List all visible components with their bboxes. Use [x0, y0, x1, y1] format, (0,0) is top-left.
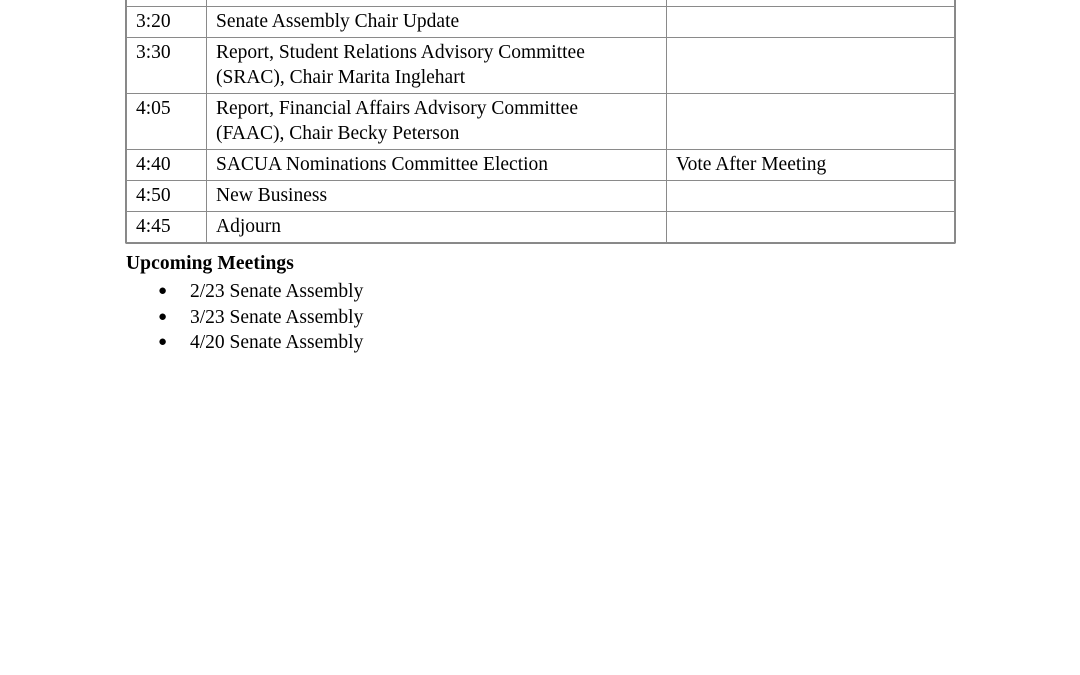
- agenda-note-cell: Vote After Meeting: [667, 150, 955, 181]
- upcoming-meetings-section: [126, 252, 626, 356]
- list-item-label: 3/23 Senate Assembly: [190, 306, 364, 328]
- agenda-item-line1: Senate Assembly Chair Update: [216, 11, 460, 32]
- agenda-item-cell: [207, 7, 667, 38]
- table-row: [127, 212, 955, 243]
- bullet-icon: ●: [158, 283, 168, 299]
- agenda-note-cell: [667, 212, 955, 243]
- list-item: [126, 330, 626, 356]
- agenda-time-cell: 4:45: [127, 212, 207, 243]
- agenda-item-cell: [207, 212, 667, 243]
- agenda-note-cell: [667, 7, 955, 38]
- agenda-time-cell: 3:30: [127, 38, 207, 94]
- list-item-label: 4/20 Senate Assembly: [190, 332, 364, 353]
- agenda-time-cell: 4:05: [127, 94, 207, 150]
- agenda-table-body: [127, 0, 955, 243]
- agenda-time-cell: 3:20: [127, 7, 207, 38]
- list-item-label: 2/23 Senate Assembly: [190, 281, 364, 302]
- agenda-item-line1: New Business: [216, 185, 328, 206]
- agenda-time-cell: 4:50: [127, 181, 207, 212]
- agenda-item-cell: [207, 181, 667, 212]
- bullet-icon: ●: [158, 308, 168, 325]
- upcoming-meetings-list: [126, 279, 626, 356]
- agenda-item-line1: Report, Financial Affairs Advisory Committee: [216, 98, 578, 119]
- agenda-note-cell: [667, 38, 955, 94]
- list-item: [126, 279, 626, 305]
- agenda-table-container: [126, 0, 954, 243]
- agenda-item-cell: [207, 94, 667, 150]
- agenda-item-line1: Adjourn: [216, 216, 281, 237]
- upcoming-meetings-heading: Upcoming Meetings: [126, 253, 294, 274]
- agenda-time-cell: 4:40: [127, 150, 207, 181]
- table-row: [127, 150, 955, 181]
- bullet-icon: ●: [158, 334, 168, 350]
- agenda-item-cell: [207, 38, 667, 94]
- agenda-note-cell: [667, 94, 955, 150]
- agenda-item-line1: SACUA Nominations Committee Election: [216, 154, 549, 175]
- table-row: [127, 38, 955, 94]
- agenda-note-cell: [667, 181, 955, 212]
- table-row: [127, 94, 955, 150]
- agenda-table: [126, 0, 955, 243]
- agenda-item-line1: [216, 0, 435, 1]
- agenda-item-line1: Report, Student Relations Advisory Committee: [216, 42, 585, 63]
- table-row: [127, 181, 955, 212]
- list-item: [126, 305, 626, 331]
- agenda-item-line2: (FAAC), Chair Becky Peterson: [216, 123, 460, 144]
- agenda-item-cell: [207, 150, 667, 181]
- agenda-item-line2: (SRAC), Chair Marita Inglehart: [216, 67, 466, 88]
- table-row: [127, 7, 955, 38]
